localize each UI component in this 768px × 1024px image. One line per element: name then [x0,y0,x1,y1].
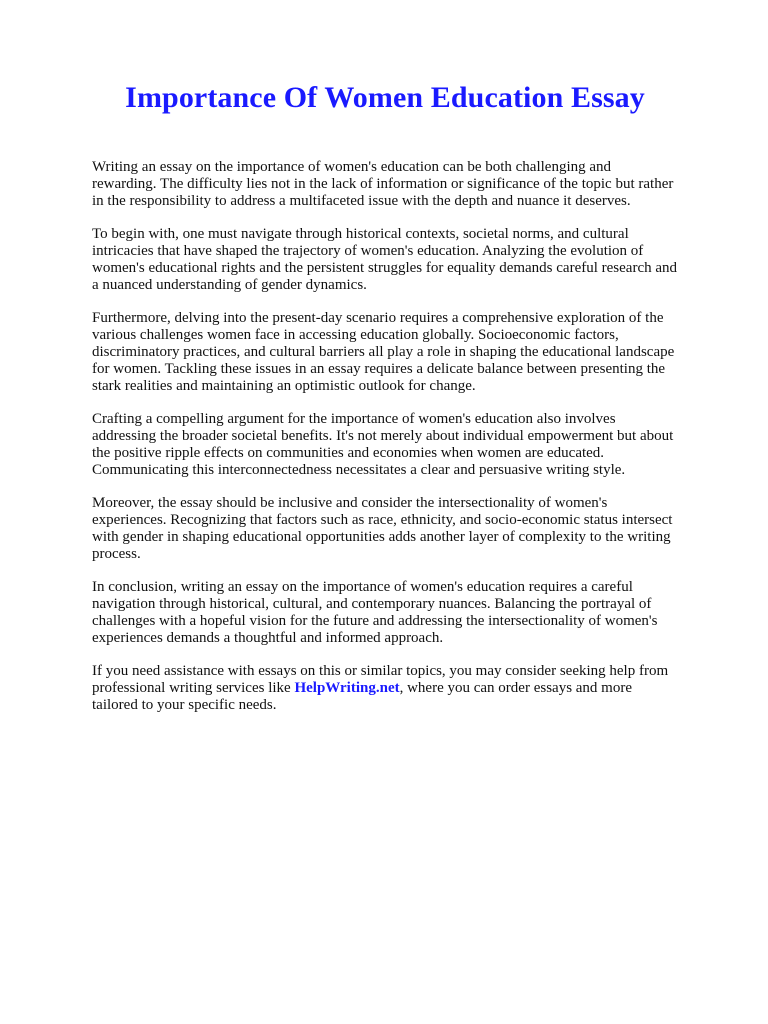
paragraph-closing [92,663,678,714]
paragraph-historical-context: To begin with, one must navigate through historical contexts, societal norms, and cultural intricacies that have shaped the trajectory of women's education. Analyzing the evolution of women's educational rights and the persistent struggles for equality demands careful research and a nuanced understanding of gender dynamics. [92,226,678,293]
page-title: Importance Of Women Education Essay [125,81,645,114]
paragraph-present-day: Furthermore, delving into the present-day scenario requires a comprehensive exploration of the various challenges women face in accessing education globally. Socioeconomic factors, discriminatory practices, and cultural barriers all play a role in shaping the educational landscape for women. Tackling these issues in an essay requires a delicate balance between presenting the stark realities and maintaining an optimistic outlook for change. [92,310,675,394]
paragraph-conclusion: In conclusion, writing an essay on the importance of women's education requires a careful navigation through historical, cultural, and contemporary nuances. Balancing the portrayal of challenges with a hopeful vision for the future and addressing the intersectionality of women's experiences demands a thoughtful and informed approach. [92,579,658,646]
closing-text-before-link: If you need assistance with essays on this or similar topics, you may consider seeking help from professional writing services like [92,663,669,696]
paragraph-societal-benefits: Crafting a compelling argument for the importance of women's education also involves addressing the broader societal benefits. It's not merely about individual empowerment but about the positive ripple effects on communities and economies when women are educated. Communicating this interconnectedness necessitates a clear and persuasive writing style. [92,411,674,478]
helpwriting-link[interactable]: HelpWriting.net [294,680,400,696]
paragraph-intro: Writing an essay on the importance of women's education can be both challenging and rewarding. The difficulty lies not in the lack of information or significance of the topic but rather in the responsibility to address a multifaceted issue with the depth and nuance it deserves. [92,159,674,209]
paragraph-intersectionality: Moreover, the essay should be inclusive and consider the intersectionality of women's experiences. Recognizing that factors such as race, ethnicity, and socio-economic status intersect with gender in shaping educational opportunities adds another layer of complexity to the writing process. [92,495,673,562]
closing-text-after-link: , where you can order essays and more tailored to your specific needs. [92,680,633,713]
